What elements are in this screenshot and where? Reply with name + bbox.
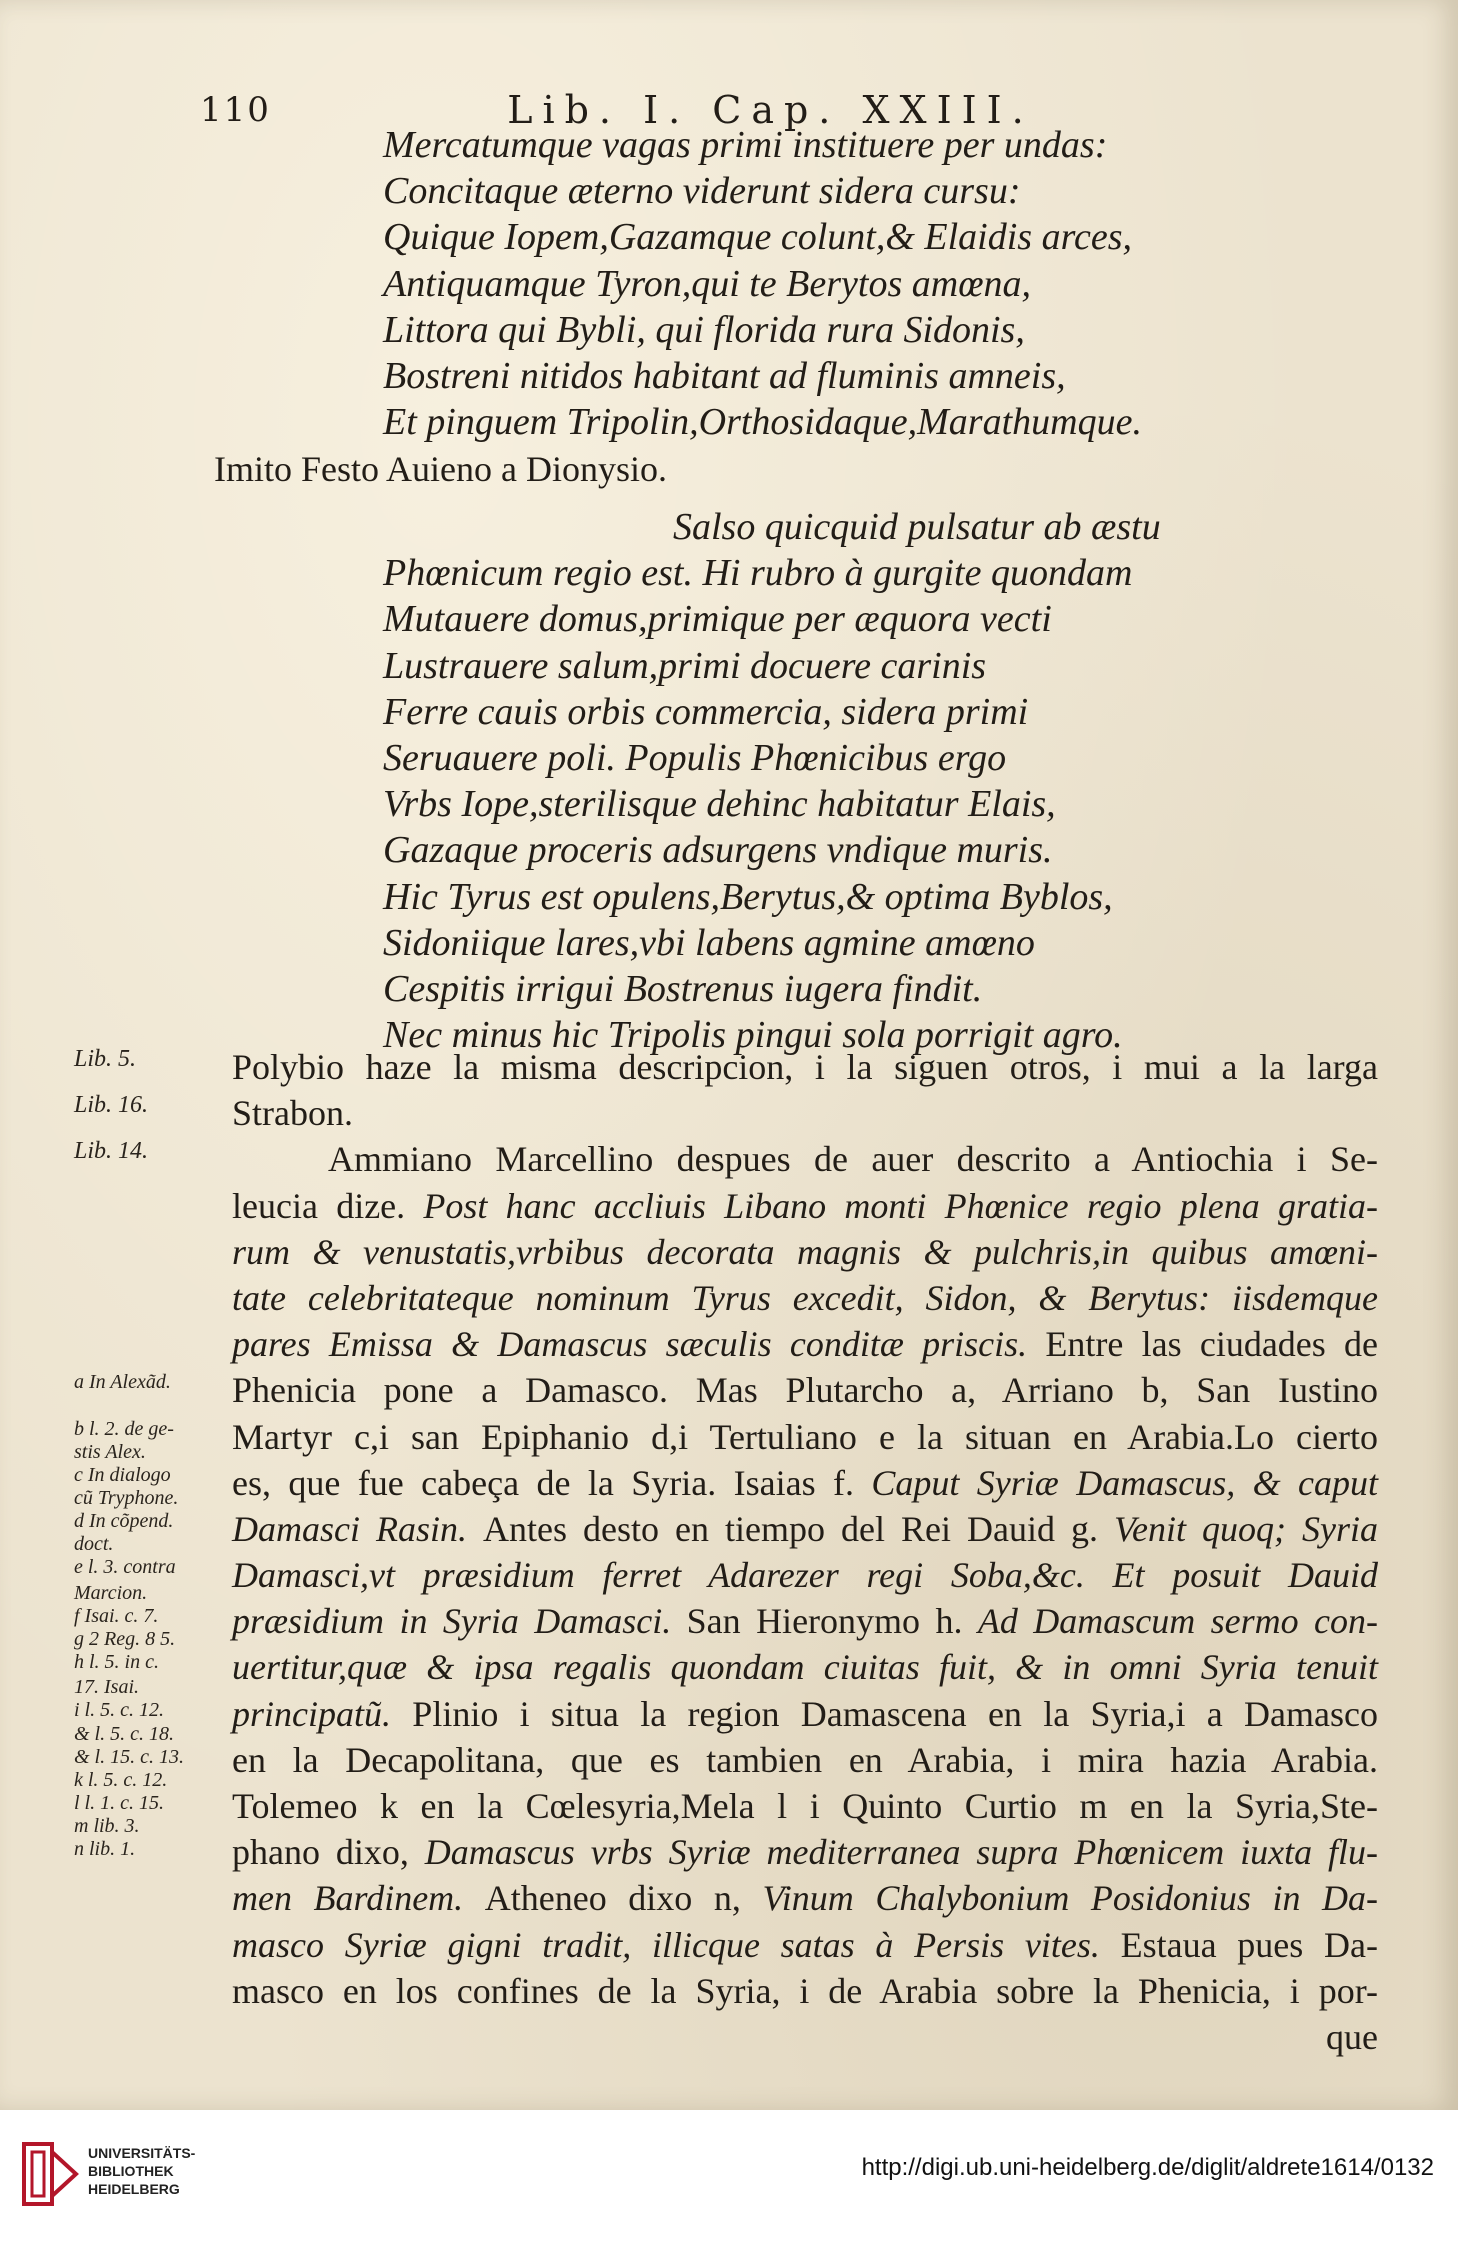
prose-line — [232, 1783, 1378, 1829]
latin-quote: Post hanc accliuis Libano monti Phœnice regio plena gratia- — [423, 1185, 1378, 1226]
spanish-text: Martyr c,i san Epiphanio d,i Tertuliano e la situan en Arabia.Lo cierto — [232, 1416, 1378, 1457]
spanish-text: masco en los confines de la Syria, i de Arabia sobre la Phenicia, i por- — [232, 1970, 1378, 2011]
verse-line: Hic Tyrus est opulens,Berytus,& optima Byblos, — [383, 875, 1113, 918]
verse-line: Vrbs Iope,sterilisque dehinc habitatur Elais, — [383, 783, 1056, 826]
spanish-text: Tolemeo k en la Cœlesyria,Mela l i Quinto Curtio m en la Syria,Ste- — [232, 1786, 1378, 1826]
library-logo-icon — [18, 2138, 82, 2210]
verse-line: Antiquamque Tyron,qui te Berytos amœna, — [383, 262, 1032, 305]
latin-quote: masco Syriæ gigni tradit, illicque satas à Persis vites. — [232, 1924, 1121, 1965]
latin-quote: men Bardinem. — [232, 1878, 485, 1919]
logo-line: HEIDELBERG — [88, 2181, 180, 2197]
margin-note: h l. 5. in c. — [74, 1650, 159, 1673]
prose-line — [232, 1090, 1378, 1136]
verse-block-2 — [383, 504, 1161, 1058]
margin-note: Lib. 5. — [74, 1046, 137, 1072]
margin-note: Marcion. — [74, 1581, 148, 1604]
prose-line — [232, 1275, 1378, 1321]
margin-note: stis Alex. — [74, 1440, 146, 1463]
verse-line: Cespitis irrigui Bostrenus iugera findit. — [383, 968, 983, 1011]
prose-line — [232, 1968, 1378, 2014]
verse-line: Quique Iopem,Gazamque colunt,& Elaidis arces, — [383, 216, 1132, 259]
spanish-text: que — [1326, 2016, 1378, 2057]
logo-line: BIBLIOTHEK — [88, 2163, 174, 2179]
verse-line: Bostreni nitidos habitant ad fluminis amneis, — [383, 355, 1066, 398]
prose-line — [232, 1321, 1378, 1367]
verse-line: Seruauere poli. Populis Phœnicibus ergo — [383, 737, 1007, 780]
margin-note: d In cõpend. — [74, 1510, 174, 1532]
spanish-text: Antes desto en tiempo del Rei Dauid g. — [483, 1508, 1114, 1549]
prose-line — [232, 1367, 1378, 1413]
verse-line: Mutauere domus,primique per æquora vecti — [383, 598, 1052, 641]
prose-line — [232, 1552, 1378, 1598]
latin-quote: Caput Syriæ Damascus, & caput — [871, 1462, 1379, 1503]
spanish-text: Entre las ciudades de — [1045, 1324, 1379, 1365]
spanish-text: phano dixo, — [232, 1832, 425, 1873]
latin-quote: Ad Damascum sermo con- — [977, 1601, 1379, 1642]
prose-line — [232, 1183, 1378, 1229]
prose-line — [232, 1875, 1378, 1921]
margin-note: cũ Tryphone. — [74, 1486, 179, 1509]
latin-quote: principatũ. — [232, 1693, 413, 1734]
margin-note: doct. — [74, 1533, 114, 1556]
margin-note: Lib. 14. — [74, 1138, 149, 1165]
spanish-text: es, que fue cabeça de la Syria. Isaias f. — [232, 1462, 872, 1503]
margin-note: Lib. 16. — [74, 1092, 149, 1119]
prose-line — [232, 1044, 1378, 1090]
latin-quote: Damascus vrbs Syriæ mediterranea supra Phœnicem iuxta flu- — [424, 1832, 1379, 1873]
prose-line — [232, 1229, 1378, 1275]
margin-note: a In Alexãd. — [74, 1371, 171, 1394]
spanish-text: leucia dize. — [232, 1185, 424, 1226]
spanish-text: Ammiano Marcellino despues de auer descrito a Antiochia i Se- — [328, 1139, 1378, 1180]
verse-line: Phœnicum regio est. Hi rubro à gurgite quondam — [383, 552, 1133, 595]
margin-note: m lib. 3. — [74, 1814, 140, 1837]
margin-note: & l. 15. c. 13. — [74, 1745, 184, 1768]
prose-line — [232, 1136, 1378, 1182]
spanish-text: Plinio i situa la region Damascena en la Syria,i a Damasco — [412, 1693, 1378, 1734]
viewer-footer — [0, 2110, 1458, 2242]
spanish-text: Estaua pues Da- — [1120, 1924, 1378, 1965]
margin-note: l l. 1. c. 15. — [74, 1791, 164, 1814]
latin-quote: præsidium in Syria Damasci. — [232, 1601, 687, 1642]
verse-line: Gazaque proceris adsurgens vndique muris. — [383, 829, 1053, 872]
verse-block-1 — [383, 122, 1142, 445]
margin-note: c In dialogo — [74, 1463, 171, 1486]
latin-quote: pares Emissa & Damascus sæculis conditæ priscis. — [232, 1324, 1046, 1365]
margin-note: e l. 3. contra — [74, 1556, 176, 1579]
spanish-text: San Hieronymo h. — [686, 1601, 978, 1642]
margin-note: k l. 5. c. 12. — [74, 1768, 168, 1791]
prose-line — [232, 1644, 1378, 1690]
prose-line — [232, 1414, 1378, 1460]
margin-note: & l. 5. c. 18. — [74, 1722, 174, 1745]
spanish-text: en la Decapolitana, que es tambien en Arabia, i mira hazia Arabia. — [232, 1739, 1378, 1780]
prose-line — [232, 1829, 1378, 1875]
spanish-text: Polybio haze la misma descripcion, i la siguen otros, i mui a la larga — [232, 1047, 1378, 1087]
verse-line: Ferre cauis orbis commercia, sidera primi — [383, 690, 1029, 733]
imito-line: Imito Festo Auieno a Dionysio. — [214, 449, 667, 489]
prose-block — [232, 1044, 1378, 2060]
latin-quote: tate celebritateque nominum Tyrus excedit, Sidon, & Berytus: iisdemque — [232, 1277, 1378, 1318]
prose-line — [232, 1691, 1378, 1737]
spanish-text: Phenicia pone a Damasco. Mas Plutarcho a, Arriano b, San Iustino — [232, 1370, 1378, 1411]
verse-line: Lustrauere salum,primi docuere carinis — [383, 644, 987, 687]
prose-line — [232, 1506, 1378, 1552]
permalink-url[interactable]: http://digi.ub.uni-heidelberg.de/diglit/aldrete1614/0132 — [861, 2154, 1434, 2181]
latin-quote: rum & venustatis,vrbibus decorata magnis & pulchris,in quibus amœni- — [232, 1231, 1378, 1272]
verse-line: Et pinguem Tripolin,Orthosidaque,Marathumque. — [383, 401, 1142, 444]
latin-quote: uertitur,quæ & ipsa regalis quondam ciuitas fuit, & in omni Syria tenuit — [232, 1647, 1378, 1688]
verse-line: Littora qui Bybli, qui florida rura Sidonis, — [383, 308, 1025, 351]
spanish-text: Atheneo dixo n, — [484, 1878, 763, 1919]
page-number: 110 — [200, 90, 271, 130]
latin-quote: Damasci,vt præsidium ferret Adarezer regi Soba,&c. Et posuit Dauid — [232, 1555, 1378, 1596]
library-logo-text — [88, 2144, 195, 2198]
latin-quote: Damasci Rasin. — [232, 1508, 484, 1549]
latin-quote: Venit quoq; Syria — [1114, 1508, 1378, 1549]
verse-line: Nec minus hic Tripolis pingui sola porrigit agro. — [383, 1014, 1123, 1057]
verse-line: Salso quicquid pulsatur ab æstu — [673, 506, 1161, 548]
logo-line: UNIVERSITÄTS- — [88, 2145, 196, 2161]
margin-note: i l. 5. c. 12. — [74, 1699, 164, 1722]
spanish-text: Strabon. — [232, 1093, 353, 1134]
verse-line: Mercatumque vagas primi instituere per undas: — [383, 124, 1108, 166]
prose-line — [232, 1922, 1378, 1968]
margin-note: b l. 2. de ge- — [74, 1417, 174, 1440]
verse-line: Sidoniique lares,vbi labens agmine amœno — [383, 921, 1035, 964]
running-title: Lib. I. Cap. XXIII. — [507, 88, 1034, 132]
margin-note: n lib. 1. — [74, 1838, 136, 1861]
verse-line: Concitaque æterno viderunt sidera cursu: — [383, 170, 1021, 213]
prose-line — [232, 1460, 1378, 1506]
margin-note: f Isai. c. 7. — [74, 1604, 159, 1627]
latin-quote: Vinum Chalybonium Posidonius in Da- — [762, 1878, 1379, 1919]
prose-line — [232, 1598, 1378, 1644]
margin-note: 17. Isai. — [74, 1676, 139, 1699]
margin-note: g 2 Reg. 8 5. — [74, 1627, 176, 1650]
prose-line — [232, 2014, 1378, 2060]
prose-line — [232, 1737, 1378, 1783]
